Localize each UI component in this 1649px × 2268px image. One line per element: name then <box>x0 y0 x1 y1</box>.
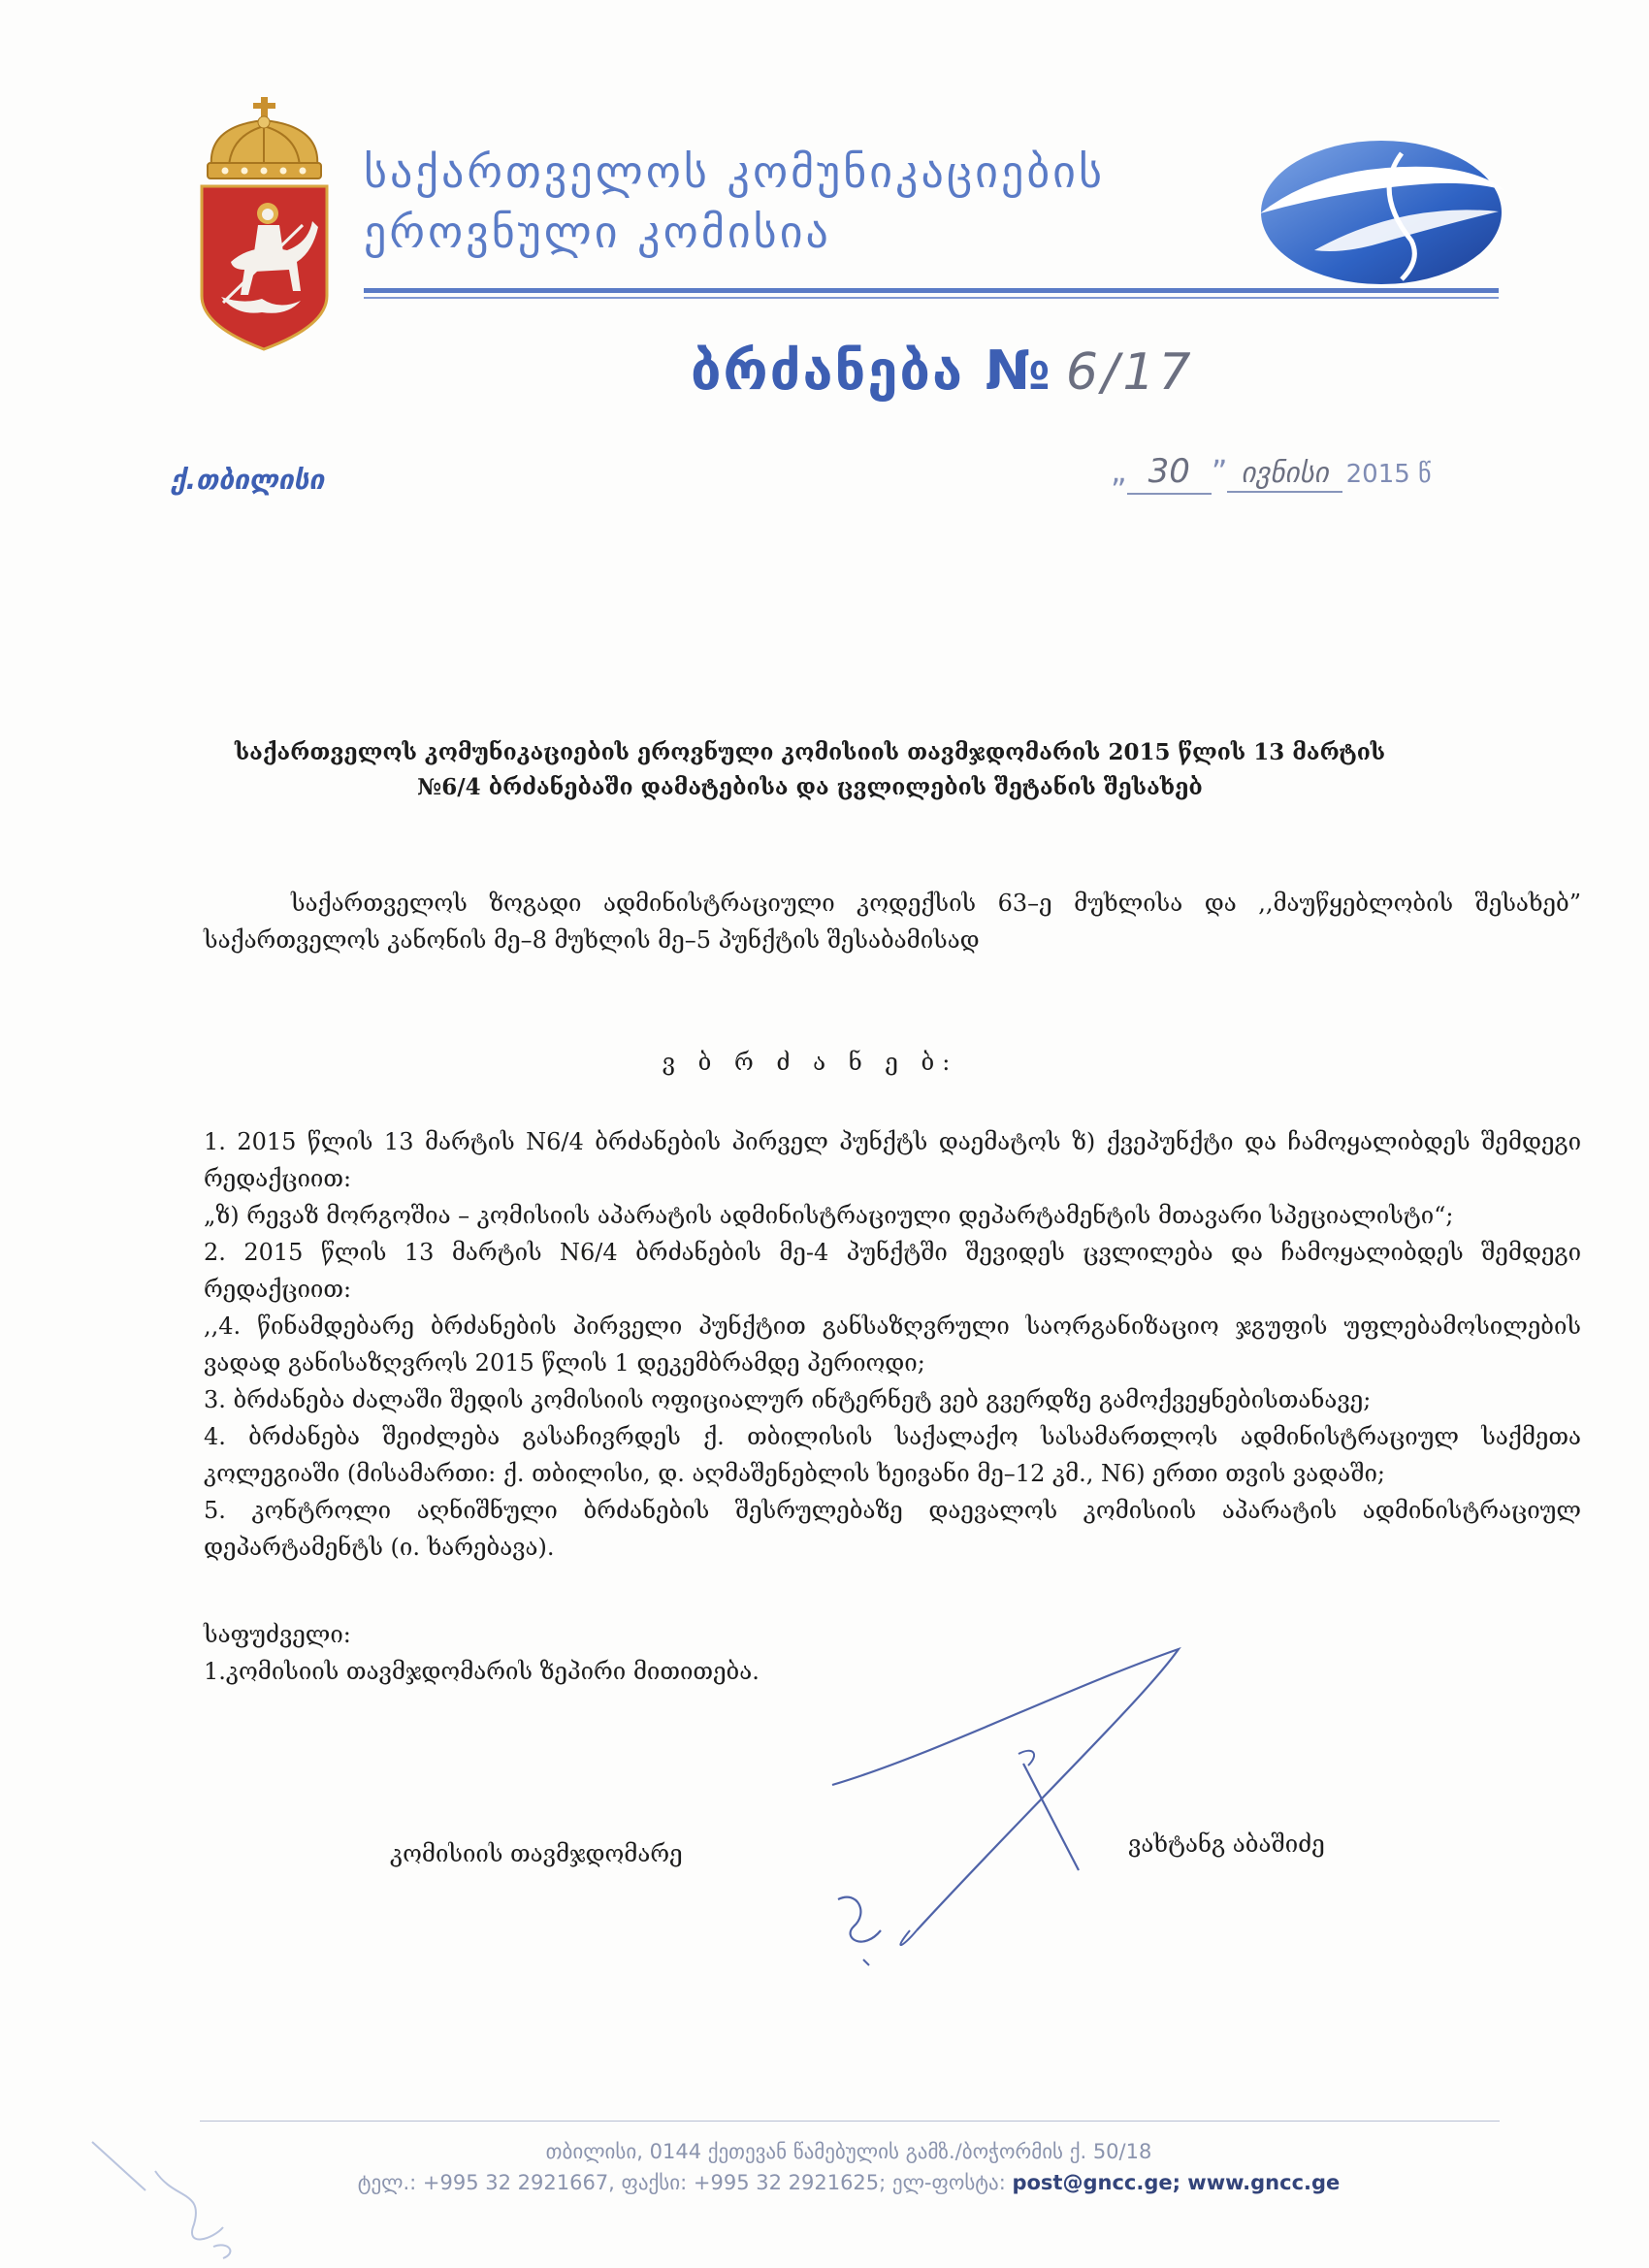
date-close-quote: ” <box>1211 453 1228 490</box>
date-month-handwritten: ივნისი <box>1227 456 1342 493</box>
order-date <box>1111 452 1432 495</box>
order-item: 2. 2015 წლის 13 მარტის N6/4 ბრძანების მე-4 პუნქტში შევიდეს ცვლილება და ჩამოყალიბდეს შემდეგი რედაქციით: <box>204 1239 1581 1303</box>
letterhead-rule <box>364 288 1499 302</box>
decree-heading: ვ ბ რ ძ ა ნ ე ბ: <box>662 1049 958 1076</box>
signatory-position: კომისიის თავმჯდომარე <box>390 1840 683 1867</box>
signature-icon <box>824 1639 1193 1974</box>
footer-contacts <box>194 2171 1504 2194</box>
order-heading <box>691 340 1195 403</box>
document-title-line1: საქართველოს კომუნიკაციების ეროვნული კომისიის თავმჯდომარის 2015 წლის 13 მარტის <box>234 739 1386 765</box>
letterhead-title-line2: ეროვნული კომისია <box>364 206 831 258</box>
order-label: ბრძანება № <box>691 340 1052 403</box>
preamble: საქართველოს ზოგადი ადმინისტრაციული კოდექსის 63–ე მუხლისა და ,,მაუწყებლობის შესახებ” საქართველოს კანონის მე–8 მუხლის მე–5 პუნქტის შესაბამისად <box>204 890 1581 954</box>
footer-address: თბილისი, 0144 ქეთევან წამებულის გამზ./ბოჭორმის ქ. 50/18 <box>545 2140 1152 2163</box>
city-label: ქ.თბილისი <box>171 464 325 496</box>
order-item: 4. ბრძანება შეიძლება გასაჩივრდეს ქ. თბილისის საქალაქო სასამართლოს ადმინისტრაციულ საქმეთა კოლეგიაში (მისამართი: ქ. თბილისი, დ. აღმაშენებლის ხეივანი მე–12 კმ., N6) ერთი თვის ვადაში; <box>204 1423 1581 1487</box>
footer-contacts-text: ტელ.: +995 32 2921667, ფაქსი: +995 32 2921625; ელ-ფოსტა: <box>357 2171 1013 2194</box>
date-open-quote: „ <box>1111 453 1127 490</box>
basis-text: 1.კომისიის თავმჯდომარის ზეპირი მითითება. <box>204 1658 760 1685</box>
signatory-name: ვახტანგ აბაშიძე <box>1128 1831 1325 1858</box>
order-item: ,,4. წინამდებარე ბრძანების პირველი პუნქტით განსაზღვრული საორგანიზაციო ჯგუფის უფლებამოსილების ვადად განისაზღვროს 2015 წლის 1 დეკემბრამდე პერიოდი; <box>204 1312 1581 1377</box>
letterhead-title-line1: საქართველოს კომუნიკაციების <box>364 146 1105 198</box>
document-title-line2: №6/4 ბრძანებაში დამატებისა და ცვლილების შეტანის შესახებ <box>417 774 1203 800</box>
document-title <box>204 735 1416 805</box>
order-item: „ზ) რევაზ მორგოშია – კომისიის აპარატის ადმინისტრაციული დეპარტამენტის მთავარი სპეციალისტი“; <box>204 1202 1454 1229</box>
coat-of-arms-icon <box>194 97 335 351</box>
order-item: 1. 2015 წლის 13 მარტის N6/4 ბრძანების პირველ პუნქტს დაემატოს ზ) ქვეპუნქტი და ჩამოყალიბდეს შემდეგი რედაქციით: <box>204 1128 1581 1192</box>
footer-rule <box>200 2121 1500 2122</box>
margin-scribble-icon <box>87 2132 252 2263</box>
order-number-handwritten: 6/17 <box>1065 343 1195 402</box>
order-item: 3. ბრძანება ძალაში შედის კომისიის ოფიციალურ ინტერნეტ ვებ გვერდზე გამოქვეყნებისთანავე; <box>204 1386 1372 1413</box>
order-item: 5. კონტროლი აღნიშნული ბრძანების შესრულებაზე დაევალოს კომისიის აპარატის ადმინისტრაციულ დეპარტამენტს (ი. ხარებავა). <box>204 1497 1581 1561</box>
date-day-handwritten: 30 <box>1127 452 1212 495</box>
basis-heading: საფუძველი: <box>204 1621 351 1648</box>
gncc-logo-icon <box>1256 134 1506 291</box>
footer-links: post@gncc.ge; www.gncc.ge <box>1012 2171 1341 2194</box>
order-items <box>204 1123 1581 1566</box>
date-year: 2015 წ <box>1345 460 1432 489</box>
